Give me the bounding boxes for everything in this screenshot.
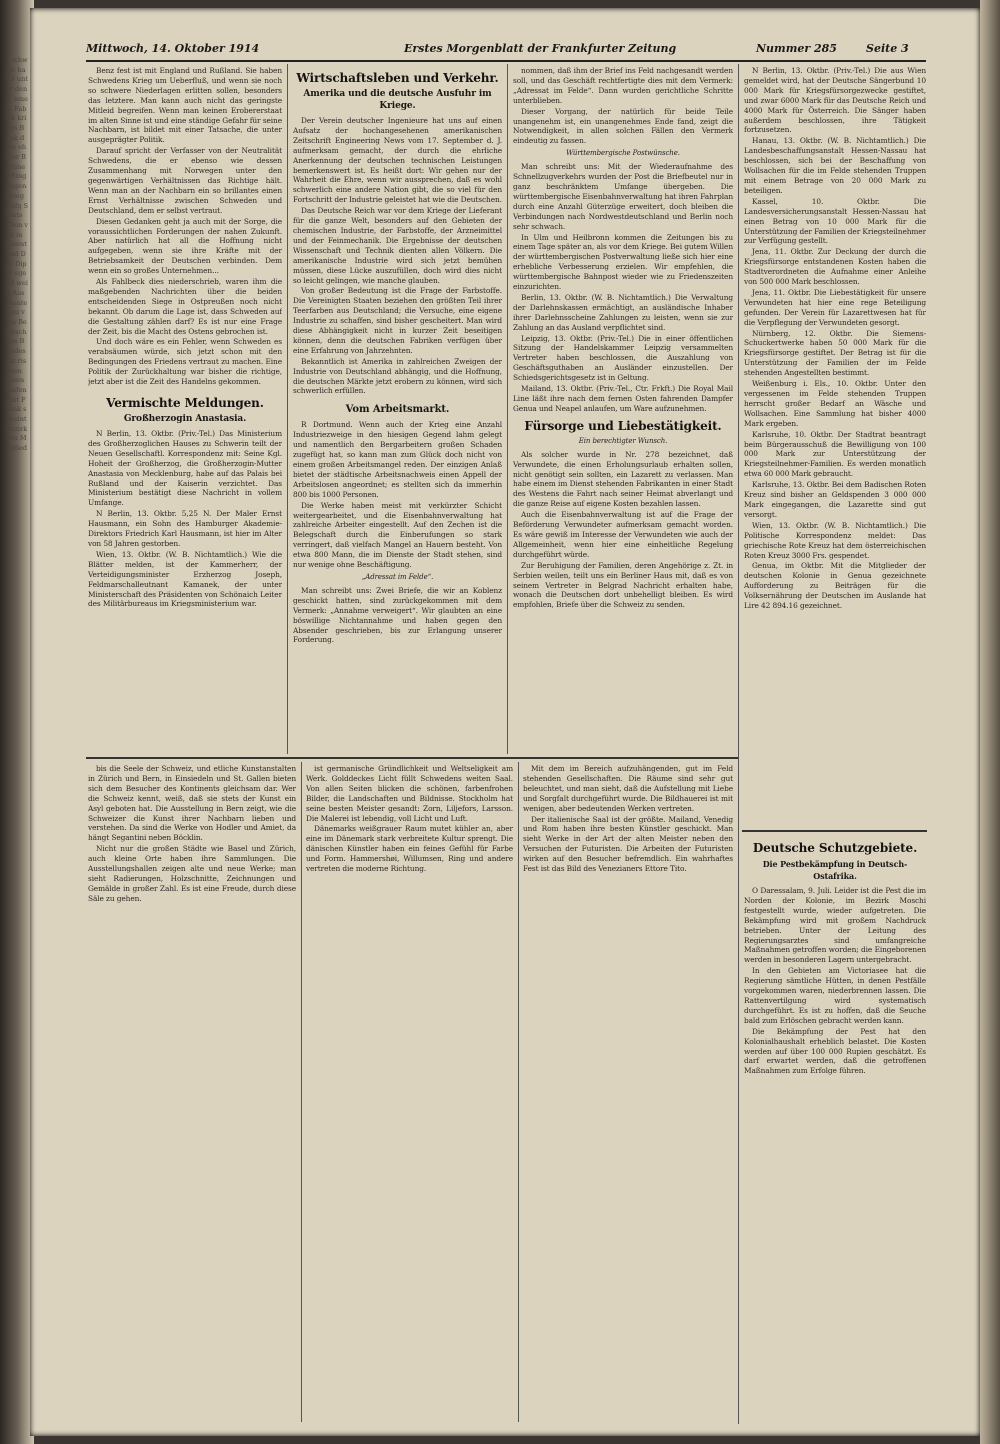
section-divider [742,830,927,832]
paragraph: Wien, 13. Oktbr. (W. B. Nichtamtlich.) Die Politische Korrespondenz meldet: Das griechische Rote Kreuz hat dem österreichischen Roten Kreuz 3000 Frs. gespendet. [744,520,926,560]
paragraph: Dieser Vorgang, der natürlich für beide Teile unangenehm ist, ein unangenehmes Ende fand, zeigt die Notwendigkeit, in allen solchen Fällen den Vermerk eindeutig zu fassen. [513,106,733,146]
column-rule [738,64,739,1424]
paragraph: Wien, 13. Oktbr. (W. B. Nichtamtlich.) Wie die Blätter melden, ist der Kammerherr, der Verteidigungsminister Erzherzog Joseph, Feldmarschalleutnant Kamanek, der unter Ministerschaft des Präsidenten von Schönaich Leiter des Militärbureaus im Kriegsministerium war. [88,549,282,609]
column-1 [88,66,282,752]
paragraph: Benz fest ist mit England und Rußland. Sie haben Schwedens Krieg um Ueberfluß, und wenn sie noch so schwere Niederlagen erlitten sollen, besonders das letztere. Man kann auch nicht das geringste Mitleid begreifen. Wenn man keinen Erobererstaat im alten Sinne ist und eine ständige Gefahr für seine Nachbarn, ist bildet mit einer Tatsache, die unter ausgeprägter Politik. [88,66,282,145]
header-page: Seite 3 [866,42,909,55]
paragraph: Genua, im Oktbr. Mit die Mitglieder der deutschen Kolonie in Genua gezeichnete Aufforderung zu Beiträgen für die Volksernährung der Deutschen im Auslande hat Lire 42 894.16 gezeichnet. [744,561,926,611]
section-title-arbeitsmarkt: Vom Arbeitsmarkt. [345,404,450,416]
paragraph: In Ulm und Heilbronn kommen die Zeitungen bis zu einem Tage später an, als vor dem Kriege. Bei gutem Willen der württembergischen Postverwaltung ließe sich hier eine erhebliche Verbesserung erzielen. Wir empfehlen, die württembergische Bahnpost wieder wie zu Friedenszeiten einzurichten. [513,232,733,292]
column-rule [507,64,508,754]
section-title-adressat: „Adressat im Felde“. [361,572,434,581]
feuilleton-divider [86,757,738,759]
paragraph: Dänemarks weißgrauer Raum mutet kühler an, aber eine im Dänemark stark verbreitete Kultur sprengt. Die dänischen Künstler haben ein feines Gefühl für Farbe und Form. Hammershøi, Willumsen, Ring und andere vertreten die moderne Richtung. [306,824,513,874]
paragraph: R Dortmund. Wenn auch der Krieg eine Anzahl Industriezweige in den hiesigen Gegend lahm gelegt und namentlich den Bergarbeitern großen Schaden zugefügt hat, so kann man zum Glück doch nicht von einem großen Arbeitsmangel reden. Der einzigen Anlaß bietet der städtische Arbeitsnachweis einen Appell der Arbeitslosen angeordnet; es stellten sich da immerhin 800 bis 1000 Personen. [293,420,502,499]
feuilleton-column-2 [306,764,513,1420]
paragraph: Man schreibt uns: Zwei Briefe, die wir an Koblenz geschickt hatten, sind zurückgekommen mit dem Vermerk: „Annahme verweigert“. Wir glaubten an eine böswillige Nichtannahme und haben gegen den Absender geschrieben, bis zur Erlangung unserer Forderung. [293,585,502,645]
paragraph: Leipzig, 13. Oktbr. (Priv.-Tel.) Die in einer öffentlichen Sitzung der Handelskammer Leipzig versammelten Vertreter haben beschlossen, die Auszahlung von Geschäftsguthaben an Ausländer einzustellen. Der Schiedsgerichtsgesetz ist in Geltung. [513,333,733,383]
paragraph: Als solcher wurde in Nr. 278 bezeichnet, daß Verwundete, die einen Erholungsurlaub erhalten sollen, nicht genötigt sein sollten, ein Lazarett zu verlassen. Man habe einem im Dienst stehenden Fabrikanten in einer Stadt des Westens die Fahrt nach seiner Heimat abverlangt und die ganze Reise auf eigene Kosten bezahlen lassen. [513,449,733,509]
paragraph: In den Gebieten am Victoriasee hat die Regierung sämtliche Hütten, in denen Pestfälle vorgekommen waren, niederbrennen lassen. Die Rattenvertilgung wird systematisch durchgeführt. Es ist zu hoffen, daß die Seuche bald zum Erlöschen gebracht werden kann. [744,966,926,1025]
paragraph: Mailand, 13. Oktbr. (Priv.-Tel., Ctr. Frkft.) Die Royal Mail Line läßt ihre nach dem fernen Osten fahrenden Dampfer Genua und Neapel anlaufen, um Ware aufzunehmen. [513,384,733,413]
paragraph: Jena, 11. Oktbr. Zur Deckung der durch die Kriegsfürsorge entstandenen Kosten haben die Stadtverordneten die Aufnahme einer Anleihe von 500 000 Mark beschlossen. [744,247,926,287]
paragraph: nommen, daß ihm der Brief ins Feld nachgesandt werden soll, und das Geschäft rechtfertigte dies mit dem Vermerk: „Adressat im Felde“. Dann wurden gerichtliche Schritte unterblieben. [513,66,733,105]
page-header [86,40,926,62]
paragraph: Kassel, 10. Oktbr. Die Landesversicherungsanstalt Hessen-Nassau hat einen Betrag von 10 000 Mark für die Unterstützung der Familien der Kriegsteilnehmer zur Verfügung gestellt. [744,196,926,246]
column-rule [301,762,302,1422]
paragraph: Der italienische Saal ist der größte. Mailand, Venedig und Rom haben ihre besten Künstler geschickt. Man sieht Werke in der Art der alten Meister neben den Versuchen der Futuristen. Die Arbeiten der Futuristen wirken auf den Besucher befremdlich. Ein wahrhaftes Fest ist das Bild des Venezianers Ettore Tito. [523,814,733,874]
column-4 [744,66,926,826]
paragraph: N Berlin, 13. Oktbr. (Priv.-Tel.) Die aus Wien gemeldet wird, hat der Deutsche Sängerbund 10 000 Mark für Kriegsfürsorgezwecke gestiftet, und zwar 6000 Mark für das Deutsche Reich und 4000 Mark für Österreich. Die Sänger haben außerdem beschlossen, ihre Tätigkeit fortzusetzen. [744,66,926,135]
paragraph: Diesen Gedanken geht ja auch mit der Sorge, die voraussichtlichen Forderungen der nahen Zukunft. Aber natürlich hat all die Hoffnung nicht aufgegeben, wenn sie ihre Kräfte mit der Betriebsamkeit der Deutschen verbinden. Dem wenn ein so großes Unternehmen... [88,216,282,276]
section-title-wirtschaft: Wirtschaftsleben und Verkehr. [296,71,499,85]
column-2 [293,66,502,752]
paragraph: Nicht nur die großen Städte wie Basel und Zürich, auch kleine Orte haben ihre Sammlungen. Die Ausstellungshallen zeigen alte und neue Werke; man sieht Radierungen, Holzschnitte, Zeichnungen und Gemälde in großer Zahl. Es ist eine Freude, durch diese Säle zu gehen. [88,844,296,903]
section-title-vermischte: Vermischte Meldungen. [106,396,264,410]
section-subtitle: Großherzogin Anastasia. [123,414,247,424]
paragraph: Darauf spricht der Verfasser von der Neutralität Schwedens, die er ebenso wie dessen Zusammenhang mit Norwegen unter den gegenwärtigen Verhältnissen das Richtige hält. Wenn man an der Nachbarn ein so brillantes einen Ernst Verhältnisse zwischen Schweden und Deutschland, dem er selbst vertraut. [88,146,282,215]
header-number: Nummer 285 [756,42,837,55]
column-rule [287,64,288,754]
paragraph: Weißenburg i. Els., 10. Oktbr. Unter den vergessenen im Felde stehenden Truppen herrscht großer Bedarf an Wäsche und Wollsachen. Eine Sammlung hat bisher 4000 Mark ergeben. [744,379,926,428]
paragraph: Zur Beruhigung der Familien, deren Angehörige z. Zt. in Serbien weilen, teilt uns ein Berliner Haus mit, daß es von seinem Vertreter in Belgrad Nachricht erhalten habe, wonach die Deutschen dort unbehelligt bleiben. Es wird empfohlen, Briefe über die Schweiz zu senden. [513,560,733,610]
section-title-fuersorge: Fürsorge und Liebestätigkeit. [524,418,722,433]
section-subtitle: Amerika und die deutsche Ausfuhr im Kriege. [303,89,492,111]
feuilleton-column-1 [88,764,296,1420]
column-3 [513,66,733,752]
section-subtitle: Ein berechtigter Wunsch. [578,436,668,445]
paragraph: Die Werke haben meist mit verkürzter Schicht weitergearbeitet, und die Eisenbahnverwaltung hat zahlreiche Arbeiter eingestellt. Auf den Zechen ist die Belegschaft durch die Einberufungen so stark verringert, daß vielfach Mangel an Hauern besteht. Von etwa 800 Mann, die im Dienste der Stadt stehen, sind nur wenige ohne Beschäftigung. [293,500,502,570]
column-4-lower [744,836,926,1422]
paragraph: Man schreibt uns: Mit der Wiederaufnahme des Schnellzugverkehrs wurden der Post die Briefbeutel nur in ganz beschränktem Umfange übergeben. Die württembergische Eisenbahnverwaltung hat ihren Fahrplan durch eine Anzahl Güterzüge erweitert, doch bleiben die Verbindungen nach Nordwestdeutschland und Berlin noch sehr schwach. [513,162,733,231]
paragraph: Der Verein deutscher Ingenieure hat uns auf einen Aufsatz der hochangesehenen amerikanischen Zeitschrift Engineering News vom 17. September d. J. aufmerksam gemacht, der durch die ehrliche Anerkennung der deutschen technischen Leistungen bemerkenswert ist. Es heißt dort: Wir gehen nur der Wahrheit die Ehre, wenn wir aussprechen, daß es wohl schwerlich eine andere Nation gibt, die so viel für den Fortschritt der Industrie geleistet hat wie die Deutschen. [293,116,502,205]
paragraph: Auch die Eisenbahnverwaltung ist auf die Frage der Beförderung Verwundeter aufmerksam gemacht worden. Es wäre gewiß im Interesse der Verwundeten wie auch der Allgemeinheit, wenn hier eine einheitliche Regelung durchgeführt würde. [513,510,733,559]
paragraph: ist germanische Gründlichkeit und Weltseligkeit am Werk. Golddeckes Licht füllt Schwedens weiten Saal. Von allen Seiten blicken die schönen, farbenfrohen Bilder, die Landschaften und Bildnisse. Stockholm hat seine besten Meister gesandt: Zorn, Liljefors, Larsson. Die Malerei ist lebendig, voll Licht und Luft. [306,764,513,823]
left-page-fragment: 4 ichweiz hat d unter den a. ienen. Fabrik kriegs Bank dem ehmer Berliner Eingängen Krieg Aufg Staats aßen von in Eisent und Der Diplo ugend weiß Aus Staate Juni vom Bergisch das Bundesrat rischen Eisen laufen Zeit Frank scheint Bezirk von Mitglied [6,56,28,453]
paragraph: Karlsruhe, 10. Oktbr. Der Stadtrat beantragt beim Bürgerausschuß die Bewilligung von 100 000 Mark zur Unterstützung der Kriegsteilnehmer-Familien. Es werden monatlich etwa 60 000 Mark gebraucht. [744,429,926,479]
page-edge [980,0,1000,1444]
paragraph: O Daressalam, 9. Juli. Leider ist die Pest die im Norden der Kolonie, im Bezirk Moschi festgestellt wurde, wieder aufgetreten. Die Bekämpfung wird mit großem Nachdruck betrieben. Unter der Leitung des Regierungsarztes sind umfangreiche Maßnahmen getroffen worden; die Eingeborenen werden in besonderen Lagern untergebracht. [744,886,926,965]
paragraph: Und doch wäre es ein Fehler, wenn Schweden es verabsäumen würde, sich jetzt schon mit den Bedingungen des Friedens vertraut zu machen. Eine Politik der Zurückhaltung war bisher die richtige, jetzt aber ist die Zeit des Handelns gekommen. [88,337,282,387]
paragraph: Jena, 11. Oktbr. Die Liebestätigkeit für unsere Verwundeten hat hier eine rege Beteiligung gefunden. Der Verein für Lazarettwesen hat für die Verpflegung der Verwundeten gesorgt. [744,287,926,327]
paragraph: Berlin, 13. Oktbr. (W. B. Nichtamtlich.) Die Verwaltung der Darlehnskassen ermächtigt, an ausländische Inhaber ihrer Darlehnsscheine Zahlungen zu leisten, wenn sie zur Zahlung an das Ausland verpflichtet sind. [513,292,733,332]
paragraph: Bekanntlich ist Amerika in zahlreichen Zweigen der Industrie von Deutschland abhängig, und die Hoffnung, die deutschen Märkte jetzt erobern zu können, wird sich schwerlich erfüllen. [293,356,502,396]
feuilleton-column-3 [523,764,733,1420]
paragraph: Hanau, 13. Oktbr. (W. B. Nichtamtlich.) Die Landesbeschaffungsanstalt Hessen-Nassau hat beschlossen, sich bei der Beschaffung von Wollsachen für die im Felde stehenden Truppen mit einem Betrage von 20 000 Mark zu beteiligen. [744,136,926,195]
paragraph: N Berlin, 13. Oktbr. (Priv.-Tel.) Das Ministerium des Großherzoglichen Hauses zu Schwerin teilt der Neuen Gesellschaftl. Korrespondenz mit: Seine Kgl. Hoheit der Großherzog, die Großherzogin-Mutter Anastasia von Mecklenburg, habe auf das Palais bei Rußland und der Kaiserin verzichtet. Das Ministerium bestätigt diese Nachricht in vollem Umfange. [88,429,282,508]
paragraph: bis die Seele der Schweiz, und etliche Kunstanstalten in Zürich und Bern, in Einsiedeln und St. Gallen bieten sich dem Besucher des Kontinents gleichsam dar. Wer die Schweiz kennt, weiß, daß sie stets der Kunst ein Asyl geboten hat. Die Ausstellung in Bern zeigt, wie die Schweizer die Kunst ihrer Nachbarn lieben und verstehen. Da sind die Werke von Hodler und Amiet, da hängt Segantini neben Böcklin. [88,764,296,843]
paragraph: Mit dem im Bereich aufzuhängenden, gut im Feld stehenden Gesellschaften. Die Räume sind sehr gut beleuchtet, und man sieht, daß die Aufstellung mit Liebe und Sorgfalt durchgeführt wurde. Die Bildhauerei ist mit wenigen, aber bedeutenden Werken vertreten. [523,764,733,813]
column-rule [518,762,519,1422]
paragraph: Als Fahlbeck dies niederschrieb, waren ihm die maßgebenden Nachrichten über die beiden entscheidenden Siege in Ostpreußen noch nicht bekannt. Ob darum die Lage ist, dass Schweden auf die Gestaltung zählen darf? Es ist nur eine Frage der Zeit, bis die Macht des Ostens gebrochen ist. [88,277,282,336]
paragraph: Nürnberg, 12. Oktbr. Die Siemens-Schuckertwerke haben 50 000 Mark für die Kriegsfürsorge gestiftet. Der Betrag ist für die Unterstützung der Familien der im Felde stehenden Angestellten bestimmt. [744,328,926,378]
section-title-wuerttemberg: Württembergische Postwünsche. [566,149,680,158]
header-date: Mittwoch, 14. Oktober 1914 [86,42,260,55]
paragraph: Karlsruhe, 13. Oktbr. Bei dem Badischen Roten Kreuz sind bisher an Geldspenden 3 000 000 Mark eingegangen, die Lazarette sind gut versorgt. [744,480,926,519]
section-title-schutzgebiete: Deutsche Schutzgebiete. [752,841,918,855]
paragraph: Von großer Bedeutung ist die Frage der Farbstoffe. Die Vereinigten Staaten beziehen den größten Teil ihrer Teerfarben aus Deutschland; die Versuche, eine eigene Industrie zu schaffen, sind bisher gescheitert. Man wird diese Abhängigkeit nicht in kurzer Zeit beseitigen können, denn die deutschen Fabriken verfügen über eine Erfahrung von Jahrzehnten. [293,286,502,355]
paragraph: Die Bekämpfung der Pest hat den Kolonialhaushalt erheblich belastet. Die Kosten werden auf über 100 000 Rupien geschätzt. Es darf erwartet werden, daß die getroffenen Maßnahmen zum Erfolge führen. [744,1026,926,1076]
paragraph: N Berlin, 13. Oktbr. 5,25 N. Der Maler Ernst Hausmann, ein Sohn des Hamburger Akademie-Direktors Friedrich Karl Hausmann, ist hier im Alter von 58 Jahren gestorben. [88,509,282,548]
header-edition: Erstes Morgenblatt der Frankfurter Zeitung [404,42,677,55]
section-subtitle: Die Pestbekämpfung in Deutsch-Ostafrika. [762,859,908,881]
paragraph: Das Deutsche Reich war vor dem Kriege der Lieferant für die ganze Welt, besonders auf den Gebieten der chemischen Industrie, der Farbstoffe, der Arzneimittel und der Feinmechanik. Die Ergebnisse der deutschen Wissenschaft und Technik dienten allen Völkern. Die amerikanische Industrie wird sich jetzt bemühen müssen, diese Lücke auszufüllen, doch wird dies nicht so leicht gelingen, wie manche glauben. [293,206,502,285]
